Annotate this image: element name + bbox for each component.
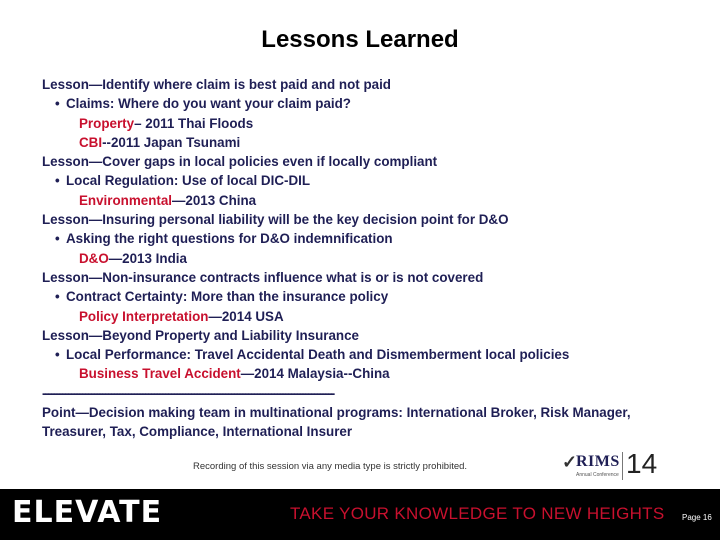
example-detail: – 2011 Thai Floods	[134, 115, 254, 131]
example-detail: —2013 India	[108, 250, 187, 266]
rims-tagline: Annual Conference	[576, 472, 619, 478]
bullet-item	[42, 229, 712, 248]
rims-word: RIMS	[576, 453, 620, 470]
slide-title: Lessons Learned	[261, 26, 459, 53]
example-line	[42, 191, 712, 210]
separator-line: ------------------------------------------------------------------------------------------------------	[42, 385, 334, 401]
lesson-line: Lesson—Non-insurance contracts influence what is or is not covered	[42, 269, 484, 285]
lesson-line: Lesson—Beyond Property and Liability Insurance	[42, 327, 359, 343]
bullet-text: Contract Certainty: More than the insurance policy	[66, 289, 389, 305]
example-detail: —2013 China	[172, 192, 257, 208]
example-line	[42, 114, 712, 133]
example-category: CBI	[79, 134, 103, 150]
example-detail: --2011 Japan Tsunami	[102, 134, 241, 150]
bullet-icon: •	[55, 173, 60, 189]
bullet-item	[42, 287, 712, 306]
example-detail: —2014 USA	[208, 308, 284, 324]
example-category: Business Travel Accident	[79, 366, 241, 382]
bullet-text: Asking the right questions for D&O indemnification	[66, 231, 393, 247]
lesson-line: Lesson—Insuring personal liability will be the key decision point for D&O	[42, 212, 509, 228]
elevate-logo: ELEVATE	[12, 495, 163, 530]
bullet-icon: •	[55, 96, 60, 112]
example-detail: —2014 Malaysia--China	[240, 366, 390, 382]
example-line	[42, 307, 712, 326]
rims-year: 14	[626, 448, 658, 479]
example-line	[42, 249, 712, 268]
slide-body	[42, 75, 712, 442]
example-category: D&O	[79, 250, 109, 266]
bullet-text: Claims: Where do you want your claim paid?	[66, 96, 351, 112]
bullet-icon: •	[55, 347, 60, 363]
example-line	[42, 133, 712, 152]
bullet-text: Local Performance: Travel Accidental Death and Dismemberment local policies	[66, 347, 570, 363]
bullet-item	[42, 345, 712, 364]
page-number: Page 16	[682, 513, 712, 522]
example-category: Environmental	[79, 192, 173, 208]
lesson-line: Lesson—Identify where claim is best paid and not paid	[42, 77, 391, 92]
example-category: Policy Interpretation	[79, 308, 209, 324]
footer-tagline: TAKE YOUR KNOWLEDGE TO NEW HEIGHTS	[290, 504, 665, 523]
bullet-item	[42, 171, 712, 190]
rims-mark-icon: ✓	[562, 452, 578, 473]
footer-bar	[0, 489, 720, 540]
lesson-line: Point—Decision making team in multinational programs: International Broker, Risk Manager,	[42, 405, 631, 421]
example-line	[42, 364, 712, 383]
bullet-text: Local Regulation: Use of local DIC-DIL	[66, 173, 311, 189]
recording-notice: Recording of this session via any media type is strictly prohibited.	[193, 461, 468, 472]
rims-logo	[562, 448, 658, 482]
example-category: Property	[79, 115, 135, 131]
bullet-icon: •	[55, 231, 60, 247]
rims-divider	[622, 452, 623, 480]
bullet-icon: •	[55, 289, 60, 305]
bullet-item	[42, 94, 712, 113]
lesson-line: Treasurer, Tax, Compliance, International Insurer	[42, 424, 353, 440]
lesson-line: Lesson—Cover gaps in local policies even if locally compliant	[42, 154, 438, 170]
